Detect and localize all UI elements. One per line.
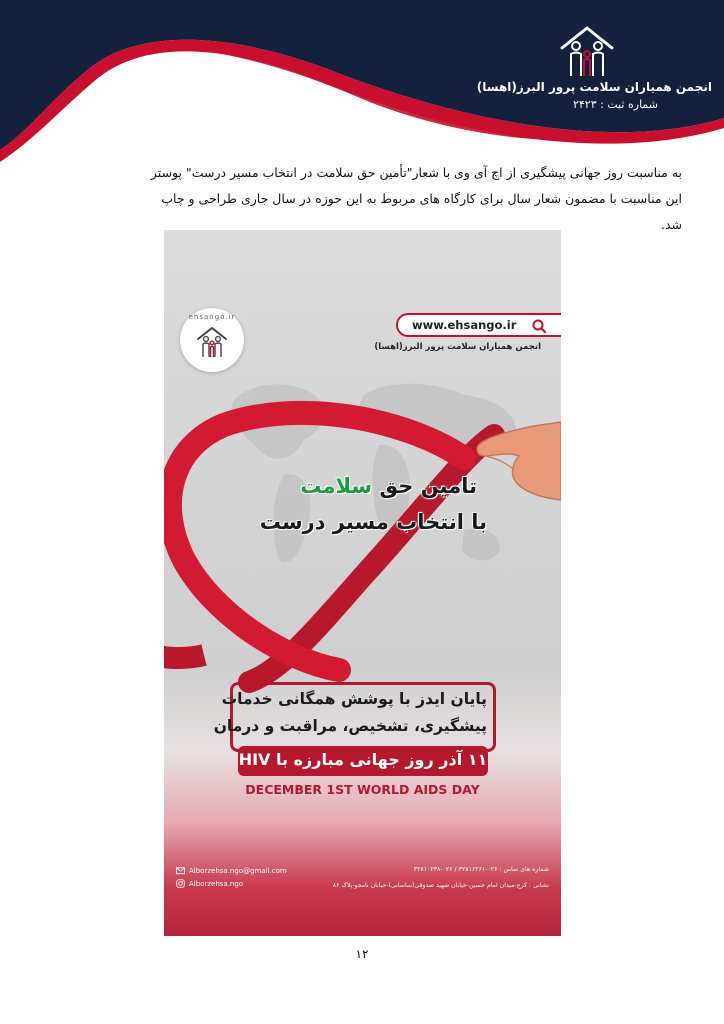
slogan-part: تامین حق: [379, 474, 477, 498]
poster-logo: [180, 308, 244, 372]
address-text: نشانی : کرج-میدان امام حسین-خیابان شهید صدوقی(ساسانی)-خیابان نامجو-پلاک ۸۶: [332, 882, 549, 889]
red-ribbon: [164, 413, 494, 682]
message-line-1: پایان ایدز با پوشش همگانی خدمات: [221, 690, 487, 708]
page-header: [0, 0, 724, 170]
family-logo-icon: [196, 326, 228, 358]
family-logo-icon: [556, 24, 618, 80]
day-banner: [238, 746, 488, 776]
poster-org-name: انجمن همیاران سلامت پرور البرز(اهسا): [374, 342, 541, 352]
poster-logo-text: ehsango.ir: [188, 313, 236, 321]
instagram-icon: [176, 879, 185, 888]
page-number: ۱۲: [355, 947, 369, 961]
intro-paragraph: به مناسبت روز جهانی پیشگیری از اچ آی وی با شعار"تأمین حق سلامت در انتخاب مسیر درست" پوستر این مناسبت با مضمون شعار سال برای کارگاه های مربوط به این حوزه در سال جاری طراحی و چاپ شد.: [150, 165, 682, 232]
email-row: [176, 866, 287, 875]
search-icon: [531, 318, 547, 334]
day-banner-text: ۱۱ آذر روز جهانی مبارزه با HIV: [238, 750, 488, 769]
slogan-highlight: سلامت: [300, 474, 373, 498]
website-url: www.ehsango.ir: [412, 318, 517, 332]
instagram-row: [176, 879, 243, 888]
poster-image: [164, 230, 561, 936]
email-icon: [176, 866, 185, 875]
slogan-line-1: [300, 474, 477, 498]
header-org-name: انجمن همیاران سلامت پرور البرز(اهسا): [476, 80, 712, 94]
email-text: Alborzehsa.ngo@gmail.com: [189, 866, 287, 875]
website-search-box: [396, 313, 561, 337]
instagram-text: Alborzehsa.ngo: [189, 879, 244, 888]
header-registration-number: شماره ثبت : ۲۴۲۳: [572, 98, 658, 111]
slogan-line-2: با انتخاب مسیر درست: [259, 510, 487, 534]
contact-numbers: شماره های تماس : ۰۲۶-۳۲۸۱۶۲۶۱ / ۰۲۶-۳۲۸۱۰۲۳۸: [413, 866, 549, 873]
message-line-2: پیشگیری، تشخیص، مراقبت و درمان: [213, 717, 487, 735]
world-aids-day-text: DECEMBER 1ST WORLD AIDS DAY: [245, 782, 480, 797]
